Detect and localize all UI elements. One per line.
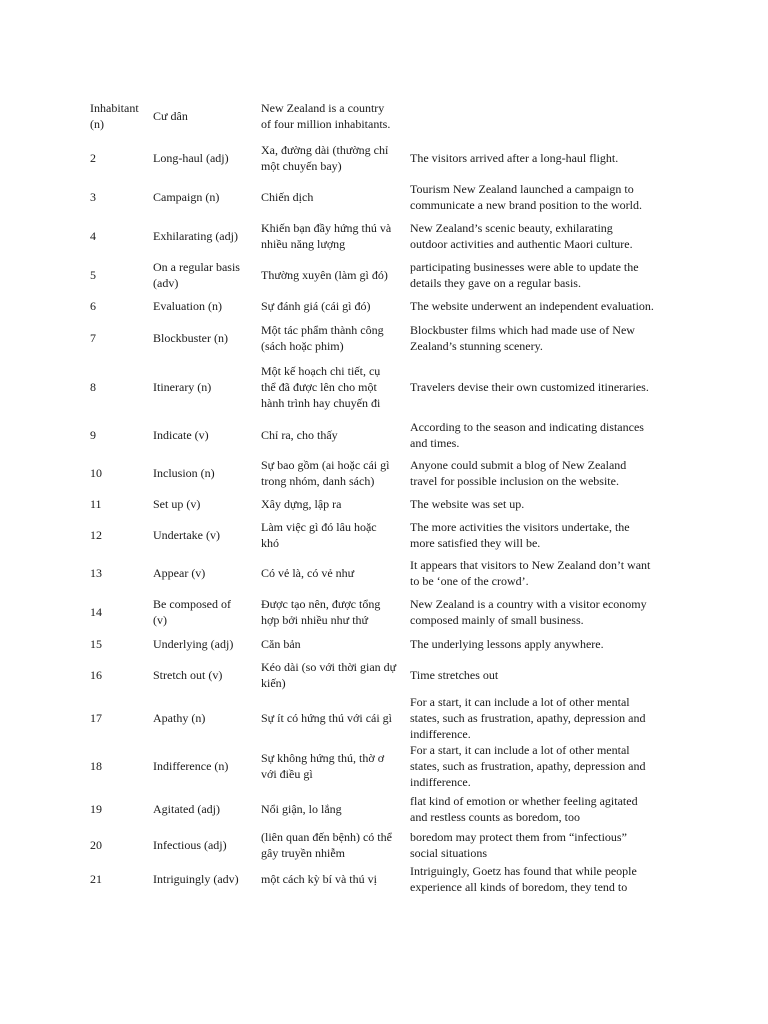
vocabulary-word: Appear (v) [153, 566, 206, 580]
vocabulary-word: Evaluation (n) [153, 299, 222, 313]
table-row [90, 632, 690, 656]
vocabulary-word: Stretch out (v) [153, 668, 223, 682]
row-number: 18 [90, 759, 102, 773]
table-row [90, 416, 690, 454]
table-row [90, 178, 690, 216]
example-sentence: According to the season and indicating distances and times. [410, 420, 644, 450]
vocabulary-word: Cư dân [153, 109, 188, 123]
example-sentence: Tourism New Zealand launched a campaign to communicate a new brand position to the world. [410, 182, 642, 212]
table-row [90, 862, 690, 896]
word-meaning: Nổi giận, lo lắng [261, 802, 342, 816]
example-sentence: Time stretches out [410, 668, 499, 682]
row-number: 12 [90, 528, 102, 542]
row-number: 8 [90, 380, 96, 394]
table-row [90, 592, 690, 632]
word-meaning: Làm việc gì đó lâu hoặc khó [261, 520, 377, 550]
vocabulary-word: Blockbuster (n) [153, 331, 228, 345]
row-number: 4 [90, 229, 96, 243]
vocabulary-word: Agitated (adj) [153, 802, 220, 816]
table-row [90, 828, 690, 862]
word-meaning: Sự ít có hứng thú với cái gì [261, 711, 393, 725]
vocabulary-word: Exhilarating (adj) [153, 229, 238, 243]
word-meaning: Chiến dịch [261, 190, 314, 204]
word-meaning: Sự bao gồm (ai hoặc cái gì trong nhóm, danh sách) [261, 458, 390, 488]
vocabulary-word: On a regular basis (adv) [153, 260, 240, 290]
word-meaning: Kéo dài (so với thời gian dự kiến) [261, 660, 397, 690]
table-row [90, 656, 690, 694]
row-number: 3 [90, 190, 96, 204]
row-number: 15 [90, 637, 102, 651]
word-meaning: Một kế hoạch chi tiết, cụ thể đã được lên cho một hành trình hay chuyến đi [261, 364, 381, 410]
table-row [90, 742, 690, 790]
row-number: 17 [90, 711, 102, 725]
table-row [90, 554, 690, 592]
row-number: 14 [90, 605, 102, 619]
table-row [90, 454, 690, 492]
example-sentence: The underlying lessons apply anywhere. [410, 637, 604, 651]
vocabulary-word: Campaign (n) [153, 190, 220, 204]
word-meaning: Xa, đường dài (thường chỉ một chuyến bay) [261, 143, 389, 173]
word-meaning: Sự đánh giá (cái gì đó) [261, 299, 371, 313]
table-row [90, 138, 690, 178]
table-row [90, 492, 690, 516]
word-meaning: Một tác phẩm thành công (sách hoặc phim) [261, 323, 384, 353]
word-meaning: Chỉ ra, cho thấy [261, 428, 338, 442]
table-row [90, 358, 690, 416]
word-meaning: Căn bản [261, 637, 301, 651]
vocabulary-word: Itinerary (n) [153, 380, 212, 394]
word-meaning: Sự không hứng thú, thờ ơ với điều gì [261, 751, 385, 781]
example-sentence: Anyone could submit a blog of New Zealand travel for possible inclusion on the website. [410, 458, 627, 488]
row-number: 10 [90, 466, 102, 480]
table-row [90, 256, 690, 294]
vocabulary-word: Set up (v) [153, 497, 201, 511]
table-row [90, 790, 690, 828]
word-meaning: Thường xuyên (làm gì đó) [261, 268, 388, 282]
vocabulary-word: Infectious (adj) [153, 838, 227, 852]
example-sentence: The website underwent an independent evaluation. [410, 299, 654, 313]
example-sentence: For a start, it can include a lot of other mental states, such as frustration, apathy, depression and indifference. [410, 695, 646, 741]
vocabulary-word: Underlying (adj) [153, 637, 234, 651]
table-row [90, 216, 690, 256]
word-meaning: (liên quan đến bệnh) có thể gây truyền nhiễm [261, 830, 392, 860]
example-sentence: Intriguingly, Goetz has found that while people experience all kinds of boredom, they tend to [410, 864, 637, 894]
word-meaning: New Zealand is a country of four million inhabitants. [261, 101, 391, 131]
example-sentence: New Zealand is a country with a visitor economy composed mainly of small business. [410, 597, 647, 627]
row-number: 11 [90, 497, 102, 511]
table-row [90, 516, 690, 554]
example-sentence: boredom may protect them from “infectious” social situations [410, 830, 627, 860]
vocabulary-table [90, 94, 690, 896]
row-number: 7 [90, 331, 96, 345]
row-number: 6 [90, 299, 96, 313]
row-number: Inhabitant (n) [90, 101, 139, 131]
row-number: 9 [90, 428, 96, 442]
row-number: 20 [90, 838, 102, 852]
vocabulary-word: Be composed of (v) [153, 597, 231, 627]
word-meaning: Có vẻ là, có vẻ như [261, 566, 355, 580]
example-sentence: It appears that visitors to New Zealand don’t want to be ‘one of the crowd’. [410, 558, 651, 588]
vocabulary-word: Apathy (n) [153, 711, 206, 725]
vocabulary-word: Intriguingly (adv) [153, 872, 239, 886]
row-number: 2 [90, 151, 96, 165]
vocabulary-word: Inclusion (n) [153, 466, 215, 480]
example-sentence: flat kind of emotion or whether feeling agitated and restless counts as boredom, too [410, 794, 638, 824]
example-sentence: For a start, it can include a lot of other mental states, such as frustration, apathy, depression and indifference. [410, 743, 646, 789]
row-number: 21 [90, 872, 102, 886]
example-sentence: The more activities the visitors undertake, the more satisfied they will be. [410, 520, 630, 550]
example-sentence: The website was set up. [410, 497, 525, 511]
row-number: 19 [90, 802, 102, 816]
table-row [90, 94, 690, 138]
row-number: 13 [90, 566, 102, 580]
example-sentence: New Zealand’s scenic beauty, exhilarating outdoor activities and authentic Maori culture. [410, 221, 633, 251]
word-meaning: Khiến bạn đầy hứng thú và nhiều năng lượng [261, 221, 392, 251]
vocabulary-word: Undertake (v) [153, 528, 220, 542]
table-row [90, 294, 690, 318]
table-row [90, 694, 690, 742]
example-sentence: Travelers devise their own customized itineraries. [410, 380, 649, 394]
example-sentence: participating businesses were able to update the details they gave on a regular basis. [410, 260, 639, 290]
example-sentence: The visitors arrived after a long-haul flight. [410, 151, 619, 165]
table-row [90, 318, 690, 358]
vocabulary-word: Long-haul (adj) [153, 151, 229, 165]
row-number: 5 [90, 268, 96, 282]
vocabulary-word: Indifference (n) [153, 759, 229, 773]
word-meaning: một cách kỳ bí và thú vị [261, 872, 377, 886]
word-meaning: Được tạo nên, được tổng hợp bởi nhiều như thứ [261, 597, 381, 627]
word-meaning: Xây dựng, lập ra [261, 497, 342, 511]
example-sentence: Blockbuster films which had made use of New Zealand’s stunning scenery. [410, 323, 635, 353]
vocabulary-word: Indicate (v) [153, 428, 209, 442]
row-number: 16 [90, 668, 102, 682]
